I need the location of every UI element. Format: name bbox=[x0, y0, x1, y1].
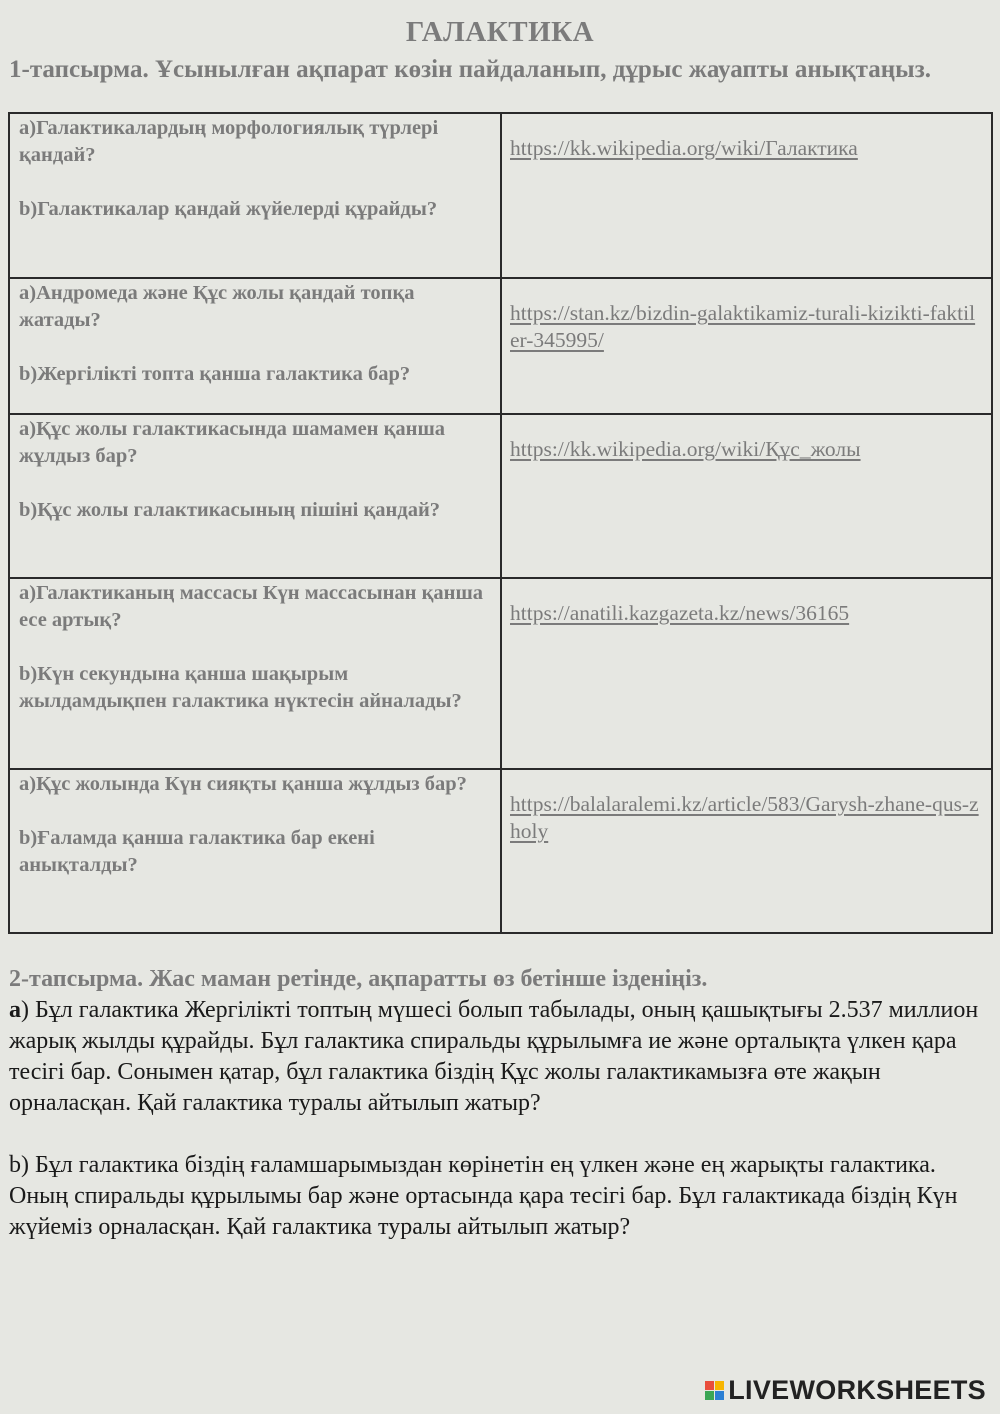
paragraph-a-text: ) Бұл галактика Жергілікті топтың мүшесі болып табылады, оның қашықтығы 2.537 миллион жарық жылды құрайды. Бұл галактика спиральды құрылымға ие және орталықта үлкен қара тесігі бар. Сонымен қатар, бұл галактика біздің Құс жолы галактикамызға өте жақын орналасқан. Қай галактика туралы айтылып жатыр? bbox=[9, 997, 979, 1116]
table-row bbox=[9, 769, 992, 933]
question-cell bbox=[9, 113, 501, 278]
task2-paragraph-a bbox=[9, 995, 994, 1119]
table-row bbox=[9, 113, 992, 278]
question-a: a)Андромеда және Құс жолы қандай топқа жатады? bbox=[19, 282, 415, 331]
source-link[interactable]: https://kk.wikipedia.org/wiki/Галактика bbox=[510, 136, 858, 160]
question-cell bbox=[9, 578, 501, 769]
link-cell bbox=[501, 414, 992, 578]
question-b: b)Галактикалар қандай жүйелерді құрайды? bbox=[19, 198, 438, 220]
source-link[interactable]: https://anatili.kazgazeta.kz/news/36165 bbox=[510, 601, 850, 625]
source-link[interactable]: https://balalaralemi.kz/article/583/Garysh-zhane-qus-zholy bbox=[510, 792, 979, 843]
question-a: a)Галактиканың массасы Күн массасынан қанша есе артық? bbox=[19, 582, 484, 631]
table-row bbox=[9, 414, 992, 578]
task1-heading: 1-тапсырма. Ұсынылған ақпарат көзін пайдаланып, дұрыс жауапты анықтаңыз. bbox=[9, 56, 931, 83]
link-cell bbox=[501, 578, 992, 769]
source-link[interactable]: https://stan.kz/bizdin-galaktikamiz-turali-kizikti-faktiler-345995/ bbox=[510, 301, 976, 352]
logo-icon bbox=[705, 1381, 724, 1400]
page-title: ГАЛАКТИКА bbox=[405, 16, 595, 48]
link-cell bbox=[501, 278, 992, 414]
source-link[interactable]: https://kk.wikipedia.org/wiki/Құс_жолы bbox=[510, 437, 861, 461]
question-b: b)Құс жолы галактикасының пішіні қандай? bbox=[19, 499, 441, 521]
question-b: b)Күн секундына қанша шақырым жылдамдықпен галактика нүктесін айналады? bbox=[19, 663, 462, 712]
table-row bbox=[9, 578, 992, 769]
link-cell bbox=[501, 113, 992, 278]
question-cell bbox=[9, 278, 501, 414]
question-b: b)Жергілікті топта қанша галактика бар? bbox=[19, 363, 411, 385]
task2-heading: 2-тапсырма. Жас маман ретінде, ақпаратты өз бетінше ізденіңіз. bbox=[9, 966, 708, 992]
table-row bbox=[9, 278, 992, 414]
question-a: a)Галактикалардың морфологиялық түрлері қандай? bbox=[19, 117, 439, 166]
questions-table bbox=[8, 112, 993, 934]
question-cell bbox=[9, 769, 501, 933]
question-a: a)Құс жолы галактикасында шамамен қанша жұлдыз бар? bbox=[19, 418, 446, 467]
question-cell bbox=[9, 414, 501, 578]
task2-paragraph-b: b) Бұл галактика біздің ғаламшарымыздан көрінетін ең үлкен және ең жарықты галактика. Оның спиральды құрылымы бар және ортасында қара тесігі бар. Бұл галактикада біздің Күн жүйеміз орналасқан. Қай галактика туралы айтылып жатыр? bbox=[9, 1152, 958, 1240]
logo-text: LIVEWORKSHEETS bbox=[728, 1374, 986, 1405]
question-a: a)Құс жолында Күн сияқты қанша жұлдыз бар? bbox=[19, 773, 467, 795]
item-label-a: a bbox=[9, 997, 21, 1023]
question-b: b)Ғаламда қанша галактика бар екені анықталды? bbox=[19, 827, 375, 876]
liveworksheets-logo bbox=[705, 1374, 986, 1406]
link-cell bbox=[501, 769, 992, 933]
